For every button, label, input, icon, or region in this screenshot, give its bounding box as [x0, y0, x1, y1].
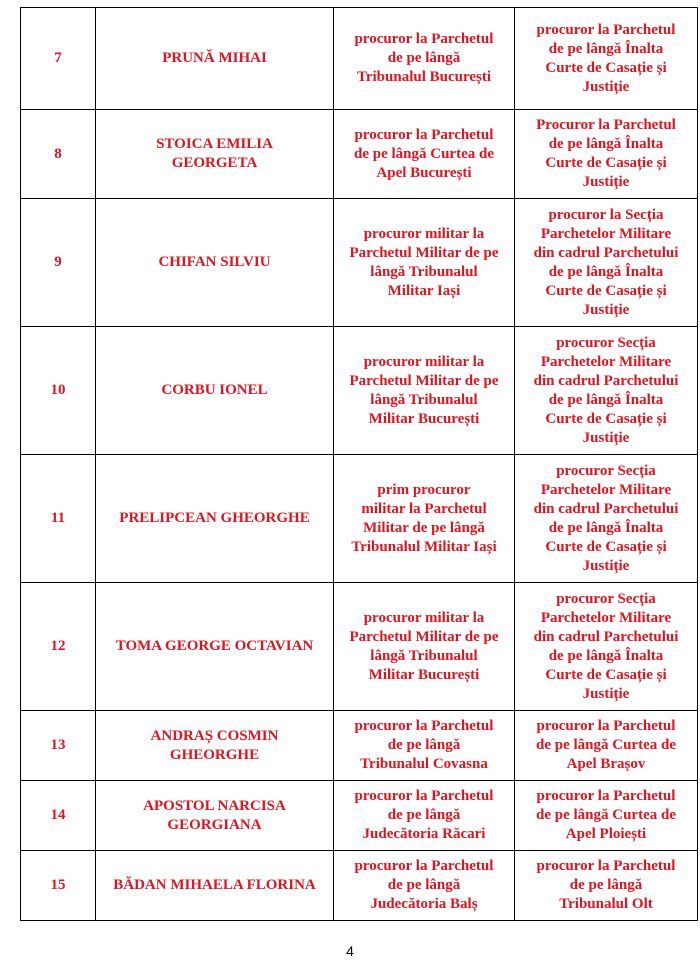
prosecutors-table-body [21, 8, 698, 921]
new-position: procuror Secția Parchetelor Militare din cadrul Parchetului de pe lângă Înalta Curte de Casație și Justiție [515, 583, 698, 711]
current-position: procuror la Parchetul de pe lângă Curtea de Apel București [334, 110, 515, 199]
table-row [21, 110, 698, 199]
prosecutors-table [20, 7, 698, 921]
row-number: 11 [21, 455, 96, 583]
prosecutor-name: PRUNĂ MIHAI [96, 8, 334, 110]
table-row [21, 781, 698, 851]
row-number: 13 [21, 711, 96, 781]
current-position: procuror militar la Parchetul Militar de pe lângă Tribunalul Militar Iași [334, 199, 515, 327]
prosecutor-name: BĂDAN MIHAELA FLORINA [96, 851, 334, 921]
table-row [21, 851, 698, 921]
current-position: procuror la Parchetul de pe lângă Tribunalul Covasna [334, 711, 515, 781]
new-position: procuror la Parchetul de pe lângă Înalta Curte de Casație și Justiție [515, 8, 698, 110]
table-row [21, 455, 698, 583]
new-position: Procuror la Parchetul de pe lângă Înalta Curte de Casație și Justiție [515, 110, 698, 199]
prosecutor-name: ANDRAȘ COSMIN GHEORGHE [96, 711, 334, 781]
table-row [21, 8, 698, 110]
table-row [21, 327, 698, 455]
table-row [21, 711, 698, 781]
new-position: procuror Secția Parchetelor Militare din cadrul Parchetului de pe lângă Înalta Curte de Casație și Justiție [515, 455, 698, 583]
new-position: procuror la Parchetul de pe lângă Tribunalul Olt [515, 851, 698, 921]
new-position: procuror la Parchetul de pe lângă Curtea de Apel Ploiești [515, 781, 698, 851]
row-number: 8 [21, 110, 96, 199]
current-position: procuror militar la Parchetul Militar de pe lângă Tribunalul Militar București [334, 583, 515, 711]
row-number: 15 [21, 851, 96, 921]
prosecutor-name: CHIFAN SILVIU [96, 199, 334, 327]
current-position: procuror la Parchetul de pe lângă Tribunalul București [334, 8, 515, 110]
row-number: 7 [21, 8, 96, 110]
current-position: procuror la Parchetul de pe lângă Judecătoria Răcari [334, 781, 515, 851]
current-position: procuror militar la Parchetul Militar de pe lângă Tribunalul Militar București [334, 327, 515, 455]
prosecutor-name: CORBU IONEL [96, 327, 334, 455]
row-number: 12 [21, 583, 96, 711]
table-row [21, 199, 698, 327]
row-number: 10 [21, 327, 96, 455]
new-position: procuror la Parchetul de pe lângă Curtea de Apel Brașov [515, 711, 698, 781]
table-row [21, 583, 698, 711]
current-position: prim procuror militar la Parchetul Militar de pe lângă Tribunalul Militar Iași [334, 455, 515, 583]
new-position: procuror la Secția Parchetelor Militare din cadrul Parchetului de pe lângă Înalta Curte de Casație și Justiție [515, 199, 698, 327]
row-number: 9 [21, 199, 96, 327]
prosecutor-name: PRELIPCEAN GHEORGHE [96, 455, 334, 583]
prosecutor-name: APOSTOL NARCISA GEORGIANA [96, 781, 334, 851]
prosecutor-name: STOICA EMILIA GEORGETA [96, 110, 334, 199]
page-number: 4 [346, 943, 354, 959]
row-number: 14 [21, 781, 96, 851]
prosecutor-name: TOMA GEORGE OCTAVIAN [96, 583, 334, 711]
current-position: procuror la Parchetul de pe lângă Judecătoria Balș [334, 851, 515, 921]
new-position: procuror Secția Parchetelor Militare din cadrul Parchetului de pe lângă Înalta Curte de Casație și Justiție [515, 327, 698, 455]
